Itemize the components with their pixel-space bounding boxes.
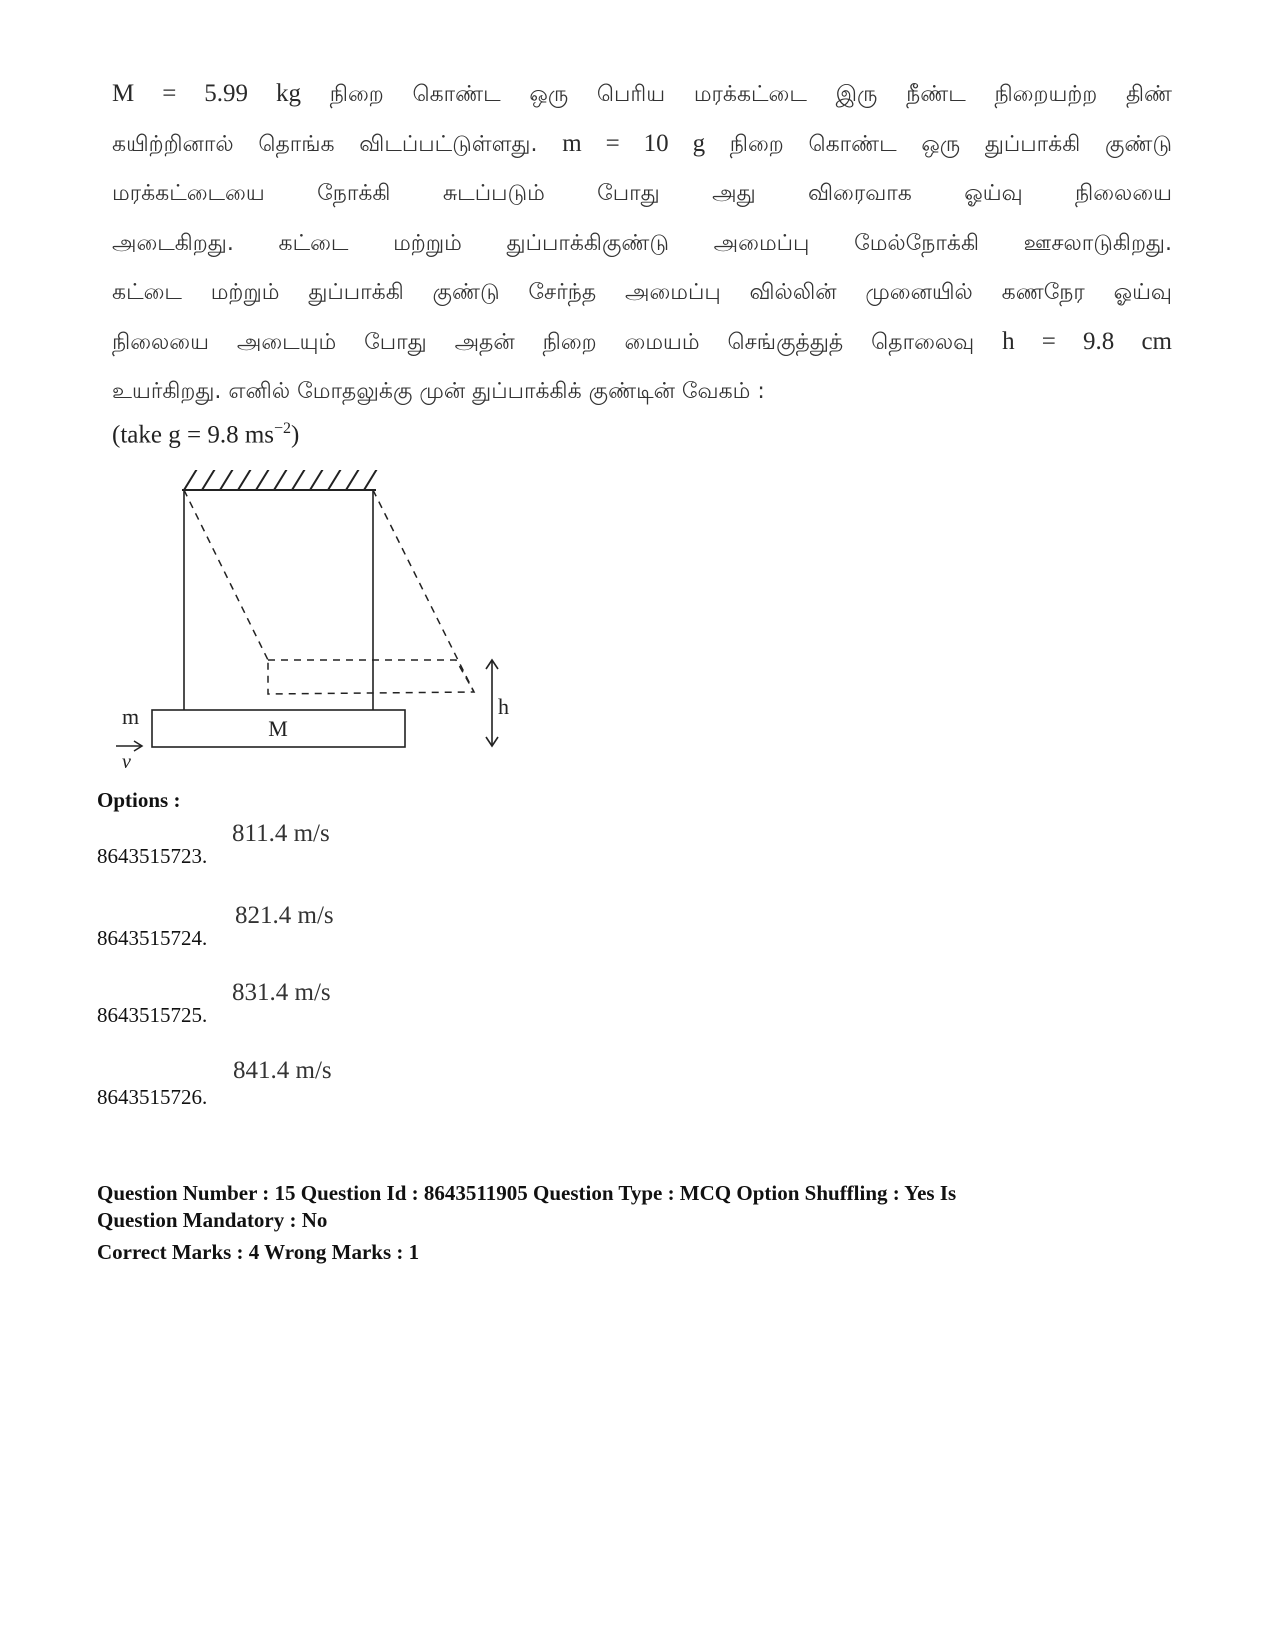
option-value: 821.4 m/s [235, 902, 334, 929]
question-meta [97, 1180, 1097, 1266]
block-label: M [268, 716, 288, 741]
option-id: 8643515724. [97, 926, 208, 950]
question-line-1: M = 5.99 kg நிறை கொண்ட ஒரு பெரிய மரக்கட்டை இரு நீண்ட நிறையற்ற திண் [112, 80, 1173, 107]
option-3[interactable] [97, 979, 331, 1028]
option-2[interactable] [97, 902, 334, 951]
option-id: 8643515723. [97, 844, 208, 868]
option-4[interactable] [97, 1057, 332, 1110]
ballistic-pendulum-diagram [110, 470, 540, 810]
velocity-arrow [116, 741, 142, 751]
option-value: 841.4 m/s [233, 1057, 332, 1084]
option-1[interactable] [97, 820, 330, 869]
question-line-5: கட்டை மற்றும் துப்பாக்கி குண்டு சேர்ந்த அமைப்பு வில்லின் முனையில் கணநேர ஓய்வு [112, 280, 1172, 305]
meta-line-1: Question Number : 15 Question Id : 8643511905 Question Type : MCQ Option Shuffling : Yes Is [97, 1181, 957, 1205]
option-value: 831.4 m/s [232, 979, 331, 1006]
gravity-note: (take g = 9.8 $ms^{-2}$) [112, 420, 300, 449]
question-line-6: நிலையை அடையும் போது அதன் நிறை மையம் செங்குத்துத் தொலைவு h = 9.8 cm [112, 327, 1172, 355]
option-id: 8643515725. [97, 1003, 208, 1027]
option-value: 811.4 m/s [232, 820, 330, 847]
bullet-mass-label: m [122, 704, 140, 729]
option-id: 8643515726. [97, 1085, 208, 1109]
left-string-swung [184, 490, 268, 660]
question-line-2: கயிற்றினால் தொங்க விடப்பட்டுள்ளது. m = 10 g நிறை கொண்ட ஒரு துப்பாக்கி குண்டு [112, 129, 1172, 157]
height-arrow [486, 660, 498, 746]
question-line-3: மரக்கட்டையை நோக்கி சுடப்படும் போது அது விரைவாக ஓய்வு நிலையை [112, 181, 1172, 206]
question-line-4: அடைகிறது. கட்டை மற்றும் துப்பாக்கிகுண்டு அமைப்பு மேல்நோக்கி ஊசலாடுகிறது. [112, 230, 1172, 256]
right-string-swung [373, 490, 474, 692]
velocity-label: v [122, 751, 131, 773]
question-line-7: உயர்கிறது. எனில் மோதலுக்கு முன் துப்பாக்கிக் குண்டின் வேகம் : [112, 379, 765, 404]
meta-line-2: Question Mandatory : No [97, 1208, 328, 1232]
height-label: h [498, 694, 509, 719]
block-swung [268, 660, 474, 694]
options-title: Options : [97, 788, 181, 812]
ceiling-hatch [182, 470, 380, 490]
meta-line-3: Correct Marks : 4 Wrong Marks : 1 [97, 1240, 420, 1264]
question-text [112, 70, 1172, 417]
